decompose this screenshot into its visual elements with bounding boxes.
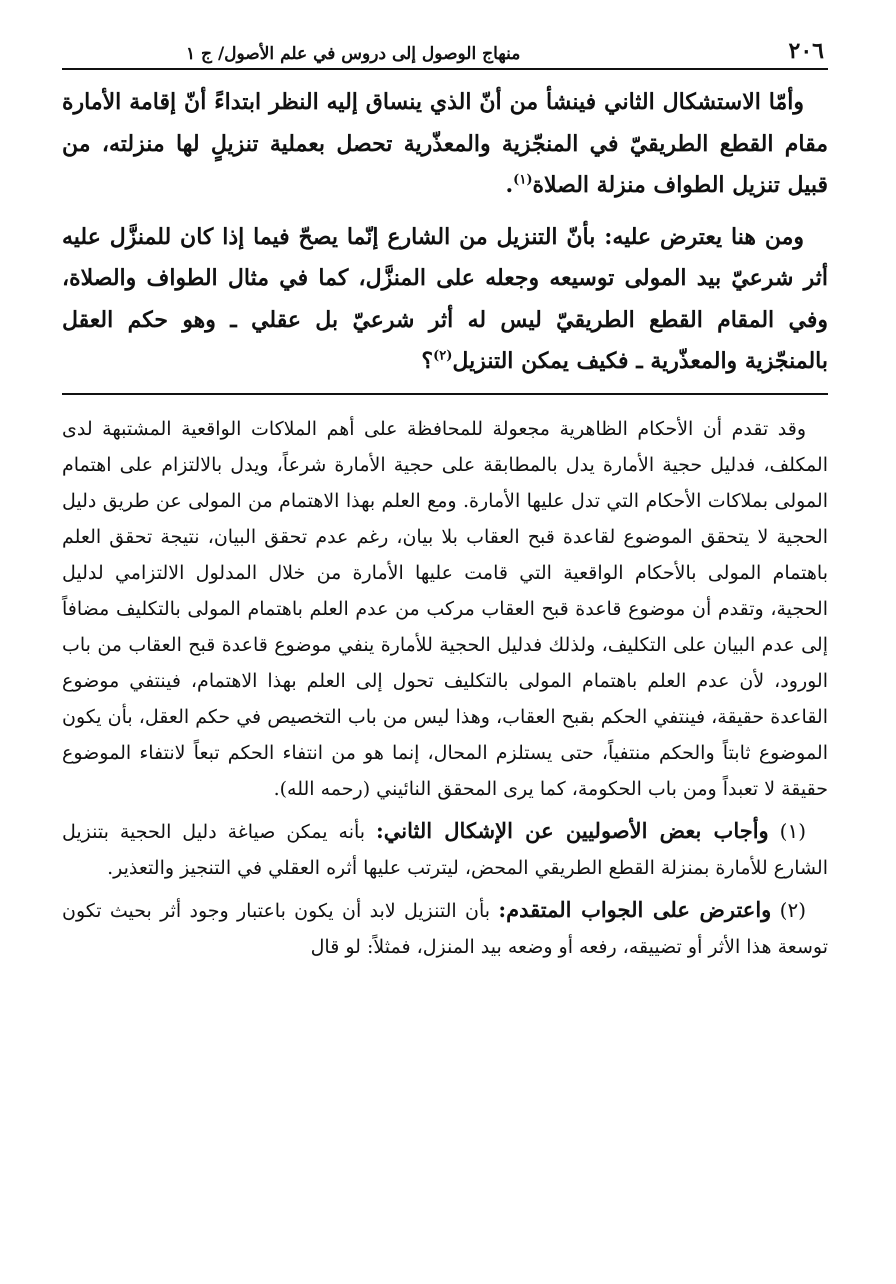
page-header xyxy=(62,28,828,70)
running-title: منهاج الوصول إلى دروس في علم الأصول/ ج ١ xyxy=(186,44,521,64)
book-page xyxy=(62,28,828,971)
footnote-2-number: (٢) xyxy=(779,897,807,922)
footnote-2-lead: واعترض على الجواب المتقدم: xyxy=(498,896,772,922)
main-paragraph-2-end: ؟ xyxy=(421,348,434,374)
main-text xyxy=(62,82,828,383)
footnote-divider xyxy=(62,393,828,395)
footnote-2 xyxy=(62,892,828,965)
main-paragraph-2-text: ومن هنا يعترض عليه: بأنّ التنزيل من الشارع إنّما يصحّ فيما إذا كان للمنزَّل عليه أثر شرعيّ بيد المولى توسيعه وجعله على المنزَّل، كما في مثال الطواف والصلاة، وفي المقام القطع الطريقيّ ليس له أثر شرعيّ بل عقلي ـ وهو حكم العقل بالمنجّزية والمعذّرية ـ فكيف يمكن التنزيل xyxy=(62,223,828,374)
footnote-1-text: بأنه يمكن صياغة دليل الحجية بتنزيل الشارع للأمارة بمنزلة القطع الطريقي المحض، ليترتب عليها أثره العقلي في التنجيز والتعذير. xyxy=(62,820,828,879)
main-paragraph-2 xyxy=(62,217,828,383)
footnotes xyxy=(62,411,828,965)
main-paragraph-1-text: وأمّا الاستشكال الثاني فينشأ من أنّ الذي ينساق إليه النظر ابتداءً أنّ إقامة الأمارة مقام القطع الطريقيّ في المنجّزية والمعذّرية تحصل بعملية تنزيلٍ لها منزلته، من قبيل تنزيل الطواف منزلة الصلاة xyxy=(62,89,828,198)
footnote-ref-1: (١) xyxy=(513,172,533,188)
footnote-1-lead: وأجاب بعض الأصوليين عن الإشكال الثاني: xyxy=(376,817,769,843)
footnote-2-text: بأن التنزيل لابد أن يكون باعتبار وجود أثر بحيث تكون توسعة هذا الأثر أو تضييقه، رفعه أو وضعه بيد المنزل، فمثلاً: لو قال xyxy=(62,899,828,958)
footnote-continuation: وقد تقدم أن الأحكام الظاهرية مجعولة للمحافظة على أهم الملاكات الواقعية المشتبهة لدى المكلف، فدليل حجية الأمارة يدل بالمطابقة على حجية الأمارة شرعاً، ويدل بالالتزام على اهتمام المولى بملاكات الأحكام التي تدل عليها الأمارة. ومع العلم بهذا الاهتمام من المولى عن طريق دليل الحجية لا يتحقق الموضوع لقاعدة قبح العقاب بلا بيان، رغم عدم تحقق البيان، نتيجة تحقق العلم باهتمام المولى بالأحكام الواقعية التي قامت عليها الأمارة من خلال المدلول الالتزامي لدليل الحجية، وتقدم أن موضوع قاعدة قبح العقاب مركب من عدم العلم باهتمام المولى بالتكليف مضافاً إلى عدم البيان على التكليف، ولذلك فدليل الحجية للأمارة ينفي موضوع قاعدة قبح العقاب من باب الورود، لأن عدم العلم باهتمام المولى بالتكليف تحول إلى العلم بهذا الاهتمام، فينتفي موضوع القاعدة حقيقة، فينتفي الحكم بقبح العقاب، وهذا ليس من باب التخصيص في حكم العقل، بأن يكون الموضوع ثابتاً والحكم منتفياً، حتى يستلزم المحال، إنما هو من انتفاء الحكم تبعاً لانتفاء الموضوع حقيقة لا تعبداً ومن باب الحكومة، كما يرى المحقق النائيني (رحمه الله). xyxy=(62,417,828,800)
main-paragraph-1 xyxy=(62,82,828,207)
footnote-1 xyxy=(62,813,828,886)
footnote-1-number: (١) xyxy=(779,818,807,843)
footnote-ref-2: (٢) xyxy=(433,348,453,364)
main-paragraph-1-end: . xyxy=(505,172,514,198)
page-number: ٢٠٦ xyxy=(788,38,824,64)
